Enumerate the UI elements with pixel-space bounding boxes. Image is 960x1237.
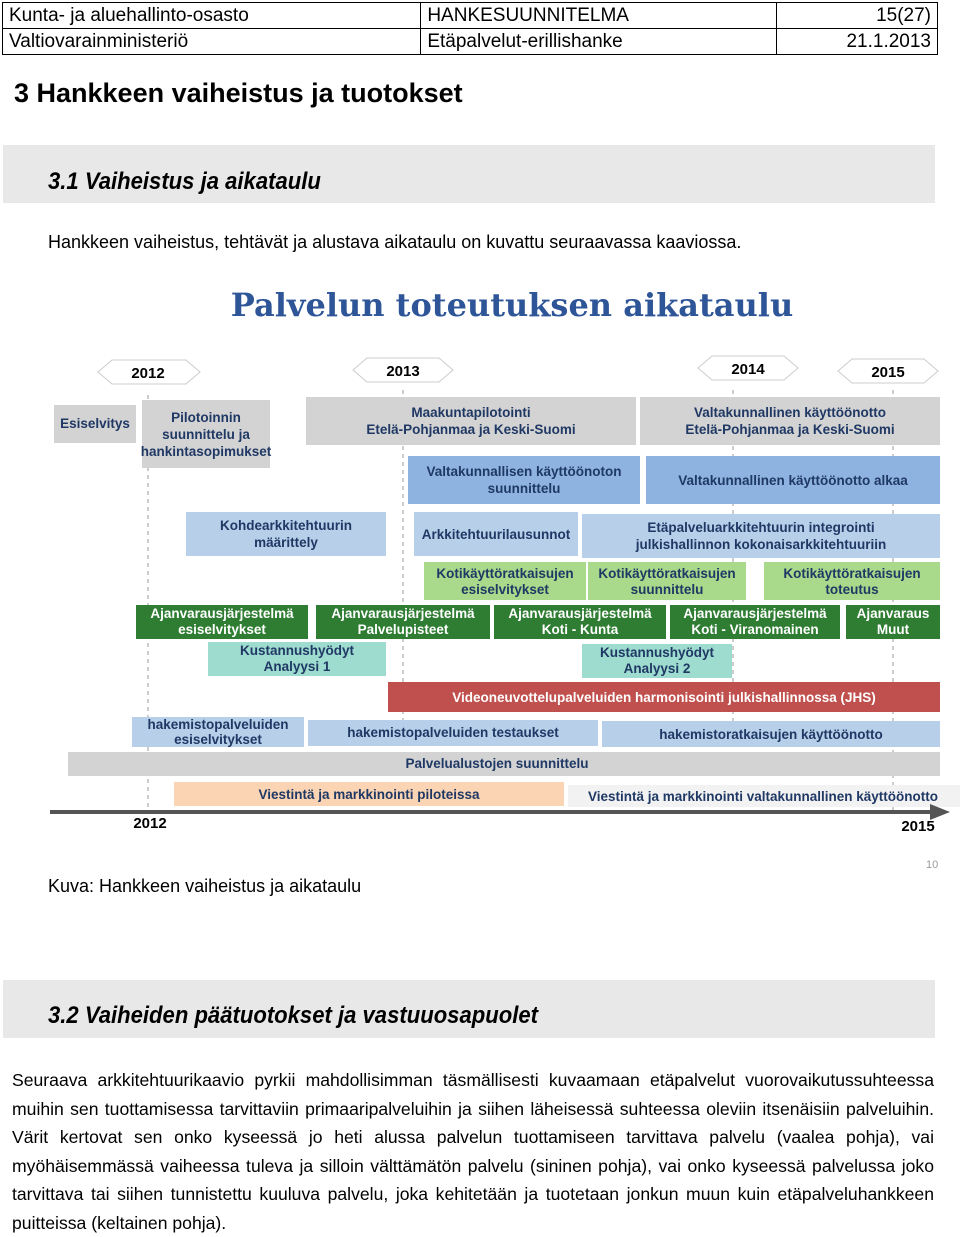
- header-ministry: Valtiovarainministeriö: [3, 29, 421, 55]
- svg-text:Kustannushyödyt: Kustannushyödyt: [239, 643, 355, 658]
- box-pilotoinnin: [141, 400, 272, 468]
- svg-text:hankintasopimukset: hankintasopimukset: [140, 444, 272, 459]
- box-koti-toteutus: [764, 562, 940, 600]
- svg-text:Etäpalveluarkkitehtuurin integ: Etäpalveluarkkitehtuurin integrointi: [647, 520, 875, 535]
- section-3-1-heading: 3.1 Vaiheistus ja aikataulu: [48, 168, 321, 195]
- header-date: 21.1.2013: [776, 29, 937, 55]
- section-3-1-intro: Hankkeen vaiheistus, tehtävät ja alustava aikataulu on kuvattu seuraavassa kaaviossa.: [48, 232, 742, 252]
- box-koti-suunnittelu: [588, 562, 746, 600]
- svg-text:2015: 2015: [871, 364, 905, 381]
- svg-text:Palvelupisteet: Palvelupisteet: [357, 622, 449, 637]
- svg-text:suunnittelu ja: suunnittelu ja: [162, 427, 250, 442]
- svg-text:Kotikäyttöratkaisujen: Kotikäyttöratkaisujen: [598, 566, 736, 581]
- header-doc-type: HANKESUUNNITELMA: [421, 3, 776, 29]
- year-marker-2013: [353, 358, 453, 382]
- svg-text:Ajanvarausjärjestelmä: Ajanvarausjärjestelmä: [683, 606, 827, 621]
- svg-text:hakemistopalveluiden testaukse: hakemistopalveluiden testaukset: [347, 725, 559, 740]
- year-marker-2014: [698, 356, 798, 380]
- svg-text:Kotikäyttöratkaisujen: Kotikäyttöratkaisujen: [783, 566, 921, 581]
- svg-text:Ajanvarausjärjestelmä: Ajanvarausjärjestelmä: [150, 606, 294, 621]
- svg-text:Etelä-Pohjanmaa ja Keski-Suomi: Etelä-Pohjanmaa ja Keski-Suomi: [685, 422, 895, 437]
- section-3-2-body: Seuraava arkkitehtuurikaavio pyrkii mahdollisimman täsmällisesti kuvaamaan etäpalvelut vuorovaikutussuhteessa muihin sen tuottamisessa tarvittaviin primaaripalveluihin ja siihen läheisessä suhteessa oleviin itsenäisiin palveluihin. Värit kertovat sen onko kyseessä jo heti alussa palvelun tuottamiseen tarvittava palvelu (vaalea pohja), vai myöhäisemmässä vaiheessa tuleva ja silloin välttämätön palvelu (sininen pohja), vai onko kyseessä palvelussa joko tarvittava tai siihen tunnistettu kuuluva palvelu, joka kehitetään ja tuotetaan jonkun muun kuin etäpalveluhankkeen puitteissa (keltainen pohja).: [12, 1070, 934, 1233]
- svg-text:2012: 2012: [131, 365, 165, 382]
- slide-number: 10: [926, 859, 939, 871]
- svg-text:Pilotoinnin: Pilotoinnin: [171, 410, 241, 425]
- svg-text:Etelä-Pohjanmaa ja Keski-Suomi: Etelä-Pohjanmaa ja Keski-Suomi: [366, 422, 576, 437]
- box-arkkitehtuurilausunnot: [414, 512, 578, 556]
- svg-text:Muut: Muut: [876, 622, 910, 637]
- svg-text:Koti - Kunta: Koti - Kunta: [541, 622, 619, 637]
- box-maakuntapilotointi: [306, 397, 636, 445]
- box-ajan-koti-viranomainen: [670, 605, 840, 639]
- svg-text:Ajanvarausjärjestelmä: Ajanvarausjärjestelmä: [508, 606, 652, 621]
- box-valtakunnallinen-kayttoonotto: [640, 397, 940, 445]
- box-palvelualustojen: [68, 752, 940, 776]
- timeline-label-2015: 2015: [901, 818, 935, 835]
- box-ajan-koti-kunta: [494, 605, 666, 639]
- svg-text:esiselvitykset: esiselvitykset: [461, 582, 549, 597]
- box-koti-esiselvitykset: [424, 562, 586, 600]
- svg-text:Esiselvitys: Esiselvitys: [60, 416, 130, 431]
- svg-text:2013: 2013: [386, 363, 420, 380]
- box-viestinta-piloteissa: [174, 782, 564, 806]
- svg-text:Arkkitehtuurilausunnot: Arkkitehtuurilausunnot: [421, 527, 571, 542]
- box-hakemisto-testaukset: [308, 720, 598, 746]
- box-ajan-palvelupisteet: [316, 605, 490, 639]
- box-hakemisto-esiselvitykset: [132, 717, 304, 747]
- svg-text:esiselvitykset: esiselvitykset: [174, 732, 262, 747]
- year-marker-2012: [98, 360, 200, 384]
- timeline-label-2012: 2012: [133, 815, 167, 832]
- svg-text:suunnittelu: suunnittelu: [487, 481, 561, 496]
- svg-text:Kohdearkkitehtuurin: Kohdearkkitehtuurin: [219, 518, 353, 533]
- header-project: Etäpalvelut-erillishanke: [421, 29, 776, 55]
- svg-text:Valtakunnallinen käyttöönotto: Valtakunnallinen käyttöönotto alkaa: [678, 473, 908, 488]
- svg-text:Ajanvaraus: Ajanvaraus: [856, 606, 930, 621]
- svg-text:Valtakunnallinen käyttöönotto: Valtakunnallinen käyttöönotto: [693, 405, 887, 420]
- header-department: Kunta- ja aluehallinto-osasto: [3, 3, 421, 29]
- page-header: [2, 2, 938, 55]
- svg-text:Videoneuvottelupalveluiden har: Videoneuvottelupalveluiden harmonisointi julkishallinnossa (JHS): [452, 690, 876, 705]
- box-ajan-esiselvitykset: [136, 605, 308, 639]
- svg-text:suunnittelu: suunnittelu: [630, 582, 704, 597]
- svg-text:Ajanvarausjärjestelmä: Ajanvarausjärjestelmä: [331, 606, 475, 621]
- svg-text:Maakuntapilotointi: Maakuntapilotointi: [411, 405, 531, 420]
- box-viestinta-valtakunnallinen: [568, 785, 960, 807]
- svg-text:esiselvitykset: esiselvitykset: [178, 622, 266, 637]
- box-integrointi: [582, 514, 940, 558]
- svg-text:Valtakunnallisen käyttöönoton: Valtakunnallisen käyttöönoton: [426, 464, 622, 479]
- box-kustannus-2: [582, 644, 732, 678]
- svg-text:Analyysi 1: Analyysi 1: [263, 659, 331, 674]
- box-esiselvitys: [54, 405, 136, 443]
- svg-text:Kotikäyttöratkaisujen: Kotikäyttöratkaisujen: [436, 566, 574, 581]
- box-kohdearkkitehtuuri: [186, 512, 386, 556]
- section-3-2-heading: 3.2 Vaiheiden päätuotokset ja vastuuosapuolet: [48, 1002, 538, 1029]
- header-page-number: 15(27): [776, 3, 937, 29]
- box-vk-alkaa: [646, 456, 940, 504]
- box-hakemisto-kayttoonotto: [602, 721, 940, 747]
- svg-text:Palvelualustojen suunnittelu: Palvelualustojen suunnittelu: [405, 756, 589, 771]
- svg-text:määrittely: määrittely: [254, 535, 318, 550]
- svg-text:Kustannushyödyt: Kustannushyödyt: [599, 645, 715, 660]
- box-videoneuvottelu: [388, 682, 940, 712]
- svg-text:Viestintä ja markkinointi valt: Viestintä ja markkinointi valtakunnallinen käyttöönotto: [587, 789, 939, 804]
- figure-caption: Kuva: Hankkeen vaiheistus ja aikataulu: [48, 876, 362, 896]
- svg-text:2014: 2014: [731, 361, 765, 378]
- svg-text:hakemistopalveluiden: hakemistopalveluiden: [147, 717, 289, 732]
- svg-text:Viestintä ja markkinointi pilo: Viestintä ja markkinointi piloteissa: [258, 787, 480, 802]
- svg-text:julkishallinnon kokonaisarkkit: julkishallinnon kokonaisarkkitehtuuriin: [635, 537, 887, 552]
- diagram-title: Palvelun toteutuksen aikataulu: [230, 286, 794, 324]
- schedule-diagram: [50, 280, 960, 871]
- svg-text:hakemistoratkaisujen käyttööno: hakemistoratkaisujen käyttöönotto: [659, 727, 883, 742]
- svg-text:Analyysi 2: Analyysi 2: [623, 661, 691, 676]
- svg-text:Koti - Viranomainen: Koti - Viranomainen: [691, 622, 819, 637]
- box-vk-suunnittelu: [408, 456, 640, 504]
- box-ajan-muut: [846, 605, 940, 639]
- year-marker-2015: [838, 359, 938, 383]
- section-3-heading: 3 Hankkeen vaiheistus ja tuotokset: [14, 78, 463, 108]
- box-kustannus-1: [208, 642, 386, 676]
- svg-text:toteutus: toteutus: [825, 582, 879, 597]
